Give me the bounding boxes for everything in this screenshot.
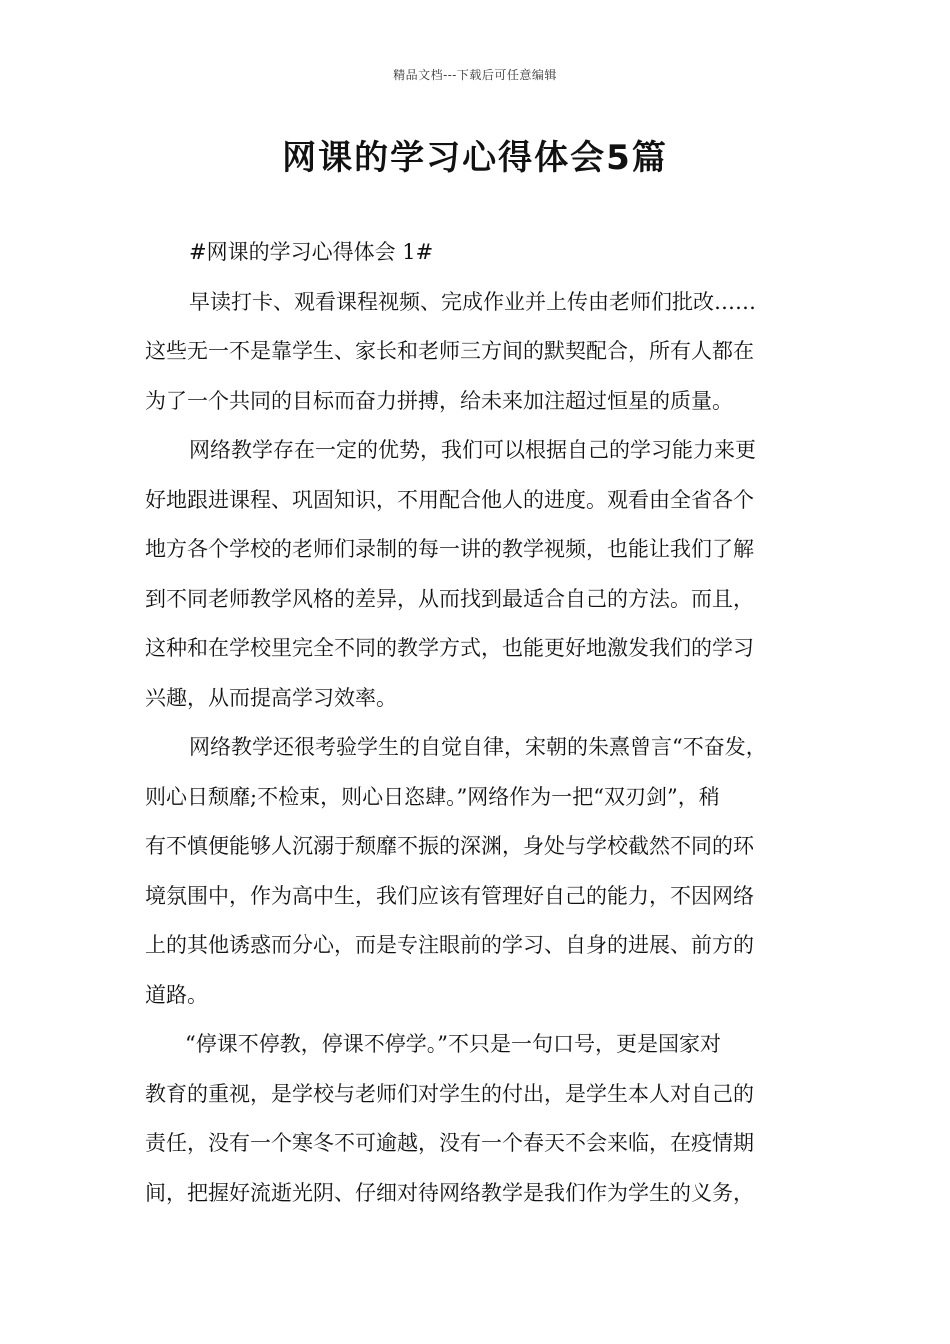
paragraph-line: “停课不停教，停课不停学。”不只是一句口号，更是国家对 (185, 1032, 721, 1056)
paragraph-line: 网络教学存在一定的优势，我们可以根据自己的学习能力来更 (189, 438, 756, 462)
paragraph-line: 间，把握好流逝光阴、仔细对待网络教学是我们作为学生的义务， (145, 1180, 754, 1205)
paragraph-line: 到不同老师教学风格的差异，从而找到最适合自己的方法。而且， (145, 586, 754, 611)
paragraph-line: 上的其他诱惑而分心，而是专注眼前的学习、自身的进展、前方的 (145, 933, 754, 957)
paragraph-line: 则心日颓靡;不检束，则心日恣肆。”网络作为一把“双刃剑”，稍 (145, 784, 720, 809)
paragraph-line: 好地跟进课程、巩固知识，不用配合他人的进度。观看由全省各个 (145, 487, 754, 512)
paragraph-line: 为了一个共同的目标而奋力拼搏，给未来加注超过恒星的质量。 (145, 388, 733, 413)
paragraph-line: 这些无一不是靠学生、家长和老师三方间的默契配合，所有人都在 (145, 339, 754, 363)
paragraph-line: 地方各个学校的老师们录制的每一讲的教学视频，也能让我们了解 (145, 537, 754, 561)
paragraph-line: 责任，没有一个寒冬不可逾越，没有一个春天不会来临，在疫情期 (145, 1131, 754, 1155)
document-title: 网课的学习心得体会5篇 (282, 138, 668, 178)
header-note: 精品文档---下载后可任意编辑 (393, 68, 557, 82)
paragraph-line: 早读打卡、观看课程视频、完成作业并上传由老师们批改…… (189, 289, 756, 314)
paragraph-line: 兴趣，从而提高学习效率。 (145, 685, 397, 710)
paragraph-line: 网络教学还很考验学生的自觉自律，宋朝的朱熹曾言“不奋发， (189, 735, 767, 759)
section-heading: #网课的学习心得体会 1# (189, 240, 434, 264)
document-body (145, 232, 810, 1222)
paragraph-line: 有不慎便能够人沉溺于颓靡不振的深渊，身处与学校截然不同的环 (145, 834, 754, 858)
paragraph-line: 道路。 (145, 982, 208, 1007)
paragraph-line: 这种和在学校里完全不同的教学方式，也能更好地激发我们的学习 (145, 636, 754, 660)
paragraph-line: 境氛围中，作为高中生，我们应该有管理好自己的能力，不因网络 (145, 883, 754, 908)
paragraph-line: 教育的重视，是学校与老师们对学生的付出，是学生本人对自己的 (145, 1081, 754, 1106)
